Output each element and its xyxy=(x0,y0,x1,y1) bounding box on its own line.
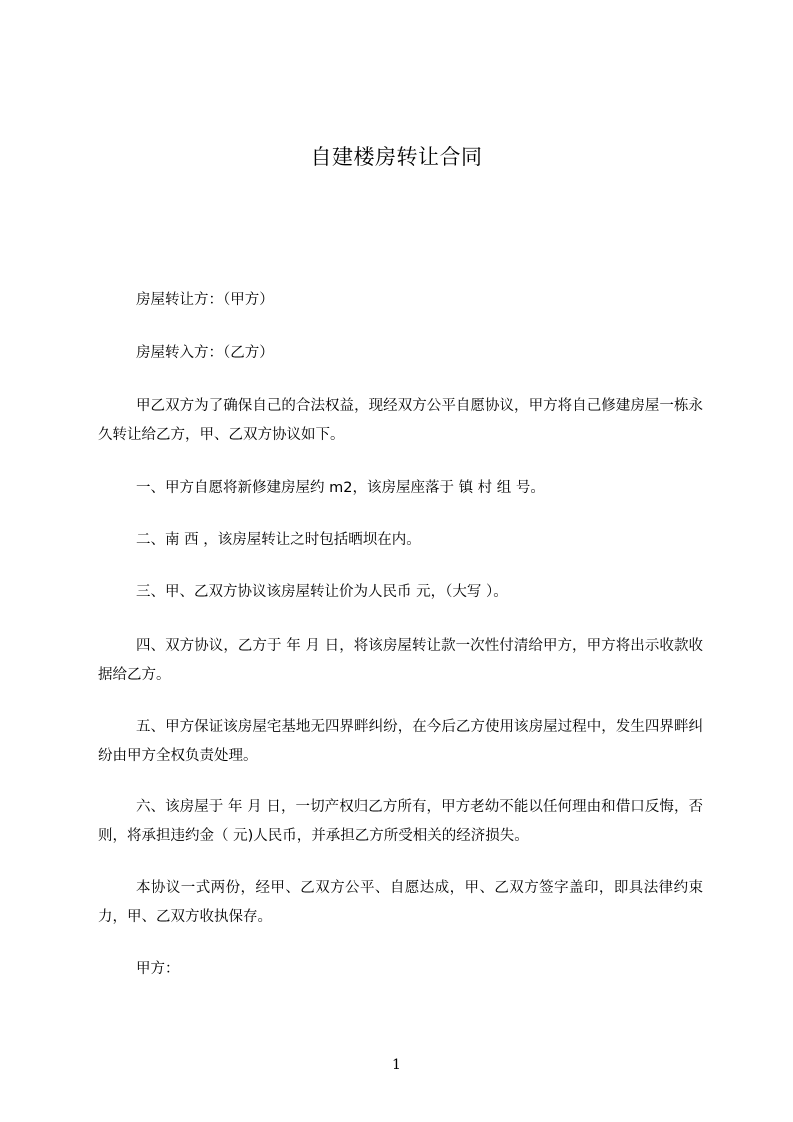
transferor-line: 房屋转让方：（甲方） xyxy=(136,292,274,308)
transferee-line: 房屋转入方：（乙方） xyxy=(136,345,274,361)
party-a-signature-label: 甲方： xyxy=(136,961,180,977)
preamble-paragraph: 甲乙双方为了确保自己的合法权益，现经双方公平自愿协议，甲方将自己修建房屋一栋永久转让给乙方，甲、乙双方协议如下。 xyxy=(98,398,703,443)
clause-6: 六、该房屋于 年 月 日，一切产权归乙方所有，甲方老幼不能以任何理由和借口反悔，否则，将承担违约金（ 元)人民币，并承担乙方所受相关的经济损失。 xyxy=(98,799,703,844)
document-title: 自建楼房转让合同 xyxy=(310,145,483,169)
page-number: 1 xyxy=(392,1057,401,1073)
clause-4: 四、双方协议，乙方于 年 月 日，将该房屋转让款一次性付清给甲方，甲方将出示收款收据给乙方。 xyxy=(98,638,703,683)
clause-2: 二、南 西 ，该房屋转让之时包括晒坝在内。 xyxy=(136,532,421,548)
clause-3: 三、甲、乙双方协议该房屋转让价为人民币 元，（大写 ）。 xyxy=(136,584,508,600)
closing-paragraph: 本协议一式两份，经甲、乙双方公平、自愿达成，甲、乙双方签字盖印，即具法律约束力，甲、乙双方收执保存。 xyxy=(98,880,703,925)
clause-1: 一、甲方自愿将新修建房屋约 m2，该房屋座落于 镇 村 组 号。 xyxy=(136,480,545,496)
clause-5: 五、甲方保证该房屋宅基地无四界畔纠纷，在今后乙方使用该房屋过程中，发生四界畔纠纷由甲方全权负责处理。 xyxy=(98,719,703,764)
